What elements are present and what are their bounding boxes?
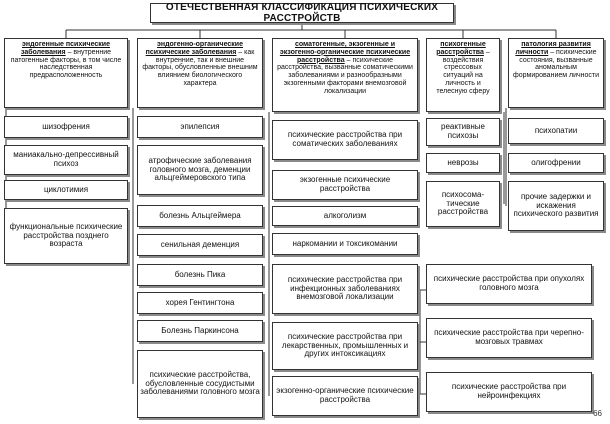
header-somatogenic bbox=[272, 38, 418, 112]
item-intoxications: психические расстройства при лекарственных, промышленных и других интоксикациях bbox=[272, 322, 418, 370]
item-alzheimer: болезнь Альцгеймера bbox=[137, 205, 263, 227]
item-parkinson: Болезнь Паркинсона bbox=[137, 320, 263, 342]
item-psychopathies: психопатии bbox=[508, 118, 604, 144]
item-narcomania: наркомании и токсикомании bbox=[272, 233, 418, 255]
header-endogenous-organic-text: – как внутренние, так и внешние факторы, обусловленные внешним влиянием биологического характера bbox=[142, 48, 258, 88]
item-epilepsy: эпилепсия bbox=[137, 116, 263, 138]
item-manic-depressive: маниакально-депрессивный психоз bbox=[4, 145, 128, 175]
header-psychogenic-text: – воздействия стрессовых ситуаций на личность и телесную сферу bbox=[436, 48, 490, 95]
page-number: 66 bbox=[593, 409, 602, 418]
header-personality bbox=[508, 38, 604, 108]
header-somatogenic-text: – психические расстройства, вызванные соматическими заболеваниями и разнообразными экзогенными факторами внемозговой локализации bbox=[277, 56, 413, 95]
item-neuroses: неврозы bbox=[426, 153, 500, 173]
item-psychosomatic: психосома-тические расстройства bbox=[426, 181, 500, 227]
item-neuroinfections: психические расстройства при нейроинфекциях bbox=[426, 372, 592, 412]
item-pick-disease: болезнь Пика bbox=[137, 264, 263, 286]
item-somatic-disorders: психические расстройства при соматических заболеваниях bbox=[272, 120, 418, 160]
item-alcoholism: алкоголизм bbox=[272, 206, 418, 226]
item-senile-dementia: сенильная деменция bbox=[137, 234, 263, 256]
item-atrophic-diseases: атрофические заболевания головного мозга, деменции альцгеймеровского типа bbox=[137, 145, 263, 195]
header-personality-bold: патология развития личности bbox=[515, 41, 591, 56]
item-infectious: психические расстройства при инфекционных заболеваниях внемозговой локализации bbox=[272, 264, 418, 314]
item-functional-late-age: функциональные психические расстройства позднего возраста bbox=[4, 208, 128, 264]
item-exogenous-organic: экзогенно-органические психические расстройства bbox=[272, 376, 418, 416]
header-endogenous bbox=[4, 38, 128, 108]
header-endogenous-bold: эндогенные психические заболевания bbox=[20, 41, 110, 56]
item-oligophrenia: олигофрении bbox=[508, 153, 604, 173]
item-other-delays: прочие задержки и искажения психического развития bbox=[508, 181, 604, 231]
item-cyclothymia: циклотимия bbox=[4, 180, 128, 200]
item-brain-tumors: психические расстройства при опухолях головного мозга bbox=[426, 264, 592, 304]
item-head-trauma: психические расстройства при черепно-мозговых травмах bbox=[426, 318, 592, 358]
header-endogenous-organic-bold: эндогенно-органические психические заболевания bbox=[145, 41, 244, 56]
header-psychogenic bbox=[426, 38, 500, 112]
header-personality-text: – психические состояния, вызванные аномальным формированием личности bbox=[512, 48, 600, 80]
item-huntington: хорея Гентингтона bbox=[137, 292, 263, 314]
header-somatogenic-bold: соматогенные, экзогенные и экзогенно-органические психические расстройства bbox=[279, 41, 411, 64]
item-schizophrenia: шизофрения bbox=[4, 116, 128, 138]
header-psychogenic-bold: психогенные расстройства bbox=[436, 41, 486, 56]
item-reactive-psychoses: реактивные психозы bbox=[426, 118, 500, 146]
item-vascular: психические расстройства, обусловленные сосудистыми заболеваниями головного мозга bbox=[137, 350, 263, 418]
header-endogenous-organic bbox=[137, 38, 263, 108]
item-exogenous: экзогенные психические расстройства bbox=[272, 170, 418, 200]
header-endogenous-text: – внутренние патогенные факторы, в том числе наследственная предрасположенность bbox=[10, 48, 122, 80]
diagram-title: ОТЕЧЕСТВЕННАЯ КЛАССИФИКАЦИЯ ПСИХИЧЕСКИХ РАССТРОЙСТВ bbox=[150, 3, 454, 23]
